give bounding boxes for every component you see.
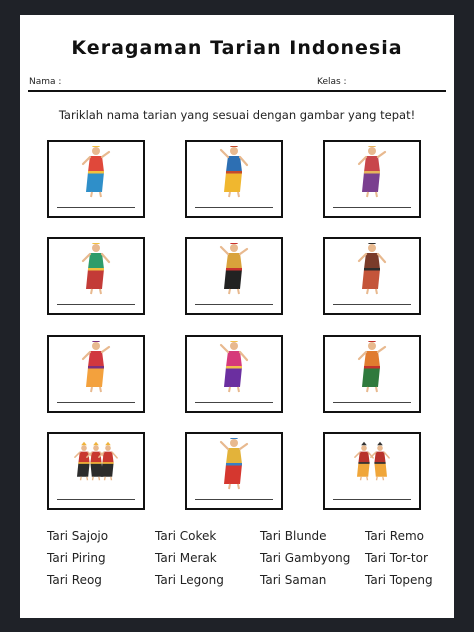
answer-line[interactable] <box>57 402 135 403</box>
header-divider <box>28 90 446 92</box>
answer-line[interactable] <box>333 304 411 305</box>
dance-name-option[interactable]: Tari Merak <box>155 551 217 565</box>
picture-card-12 <box>323 432 421 510</box>
pair-of-dancers-illustration <box>349 438 395 490</box>
answer-line[interactable] <box>195 402 273 403</box>
answer-line[interactable] <box>57 304 135 305</box>
dance-name-option[interactable]: Tari Saman <box>260 573 327 587</box>
answer-line[interactable] <box>57 207 135 208</box>
instruction-text: Tariklah nama tarian yang sesuai dengan gambar yang tepat! <box>58 108 416 122</box>
dance-name-option[interactable]: Tari Cokek <box>155 529 217 543</box>
answer-line[interactable] <box>195 304 273 305</box>
answer-line[interactable] <box>333 402 411 403</box>
picture-card-4 <box>47 237 145 315</box>
worksheet-title: Keragaman Tarian Indonesia <box>71 37 403 59</box>
dancer-masked-arms-up-illustration <box>349 243 395 295</box>
dancer-seated-green-illustration <box>73 243 119 295</box>
answer-line[interactable] <box>333 207 411 208</box>
dance-name-option[interactable]: Tari Legong <box>155 573 224 587</box>
dancer-fan-illustration <box>73 341 119 393</box>
answer-line[interactable] <box>57 499 135 500</box>
answer-line[interactable] <box>333 499 411 500</box>
worksheet <box>20 15 454 618</box>
dancer-blue-crouching-illustration <box>211 146 257 198</box>
dancer-gold-crown-illustration <box>211 438 257 490</box>
dance-name-option[interactable]: Tari Tor-tor <box>365 551 428 565</box>
dancer-mask-topeng-illustration <box>349 341 395 393</box>
picture-card-6 <box>323 237 421 315</box>
dancer-red-costume-illustration <box>73 146 119 198</box>
dance-name-option[interactable]: Tari Piring <box>47 551 106 565</box>
dance-name-option[interactable]: Tari Remo <box>365 529 424 543</box>
class-label: Kelas : <box>317 77 347 87</box>
dance-name-option[interactable]: Tari Reog <box>47 573 102 587</box>
dance-name-option[interactable]: Tari Topeng <box>365 573 433 587</box>
picture-card-10 <box>47 432 145 510</box>
picture-card-9 <box>323 335 421 413</box>
dancer-with-scarf-illustration <box>349 146 395 198</box>
dance-name-option[interactable]: Tari Gambyong <box>260 551 351 565</box>
answer-line[interactable] <box>195 207 273 208</box>
dance-name-option[interactable]: Tari Sajojo <box>47 529 109 543</box>
answer-line[interactable] <box>195 499 273 500</box>
picture-card-5 <box>185 237 283 315</box>
picture-card-3 <box>323 140 421 218</box>
group-of-dancers-illustration <box>73 438 119 490</box>
name-label: Nama : <box>29 77 62 87</box>
picture-card-8 <box>185 335 283 413</box>
dancer-pink-sash-illustration <box>211 341 257 393</box>
picture-card-2 <box>185 140 283 218</box>
dancer-floral-headdress-illustration <box>211 243 257 295</box>
picture-card-1 <box>47 140 145 218</box>
picture-card-7 <box>47 335 145 413</box>
picture-card-11 <box>185 432 283 510</box>
dance-name-option[interactable]: Tari Blunde <box>260 529 327 543</box>
